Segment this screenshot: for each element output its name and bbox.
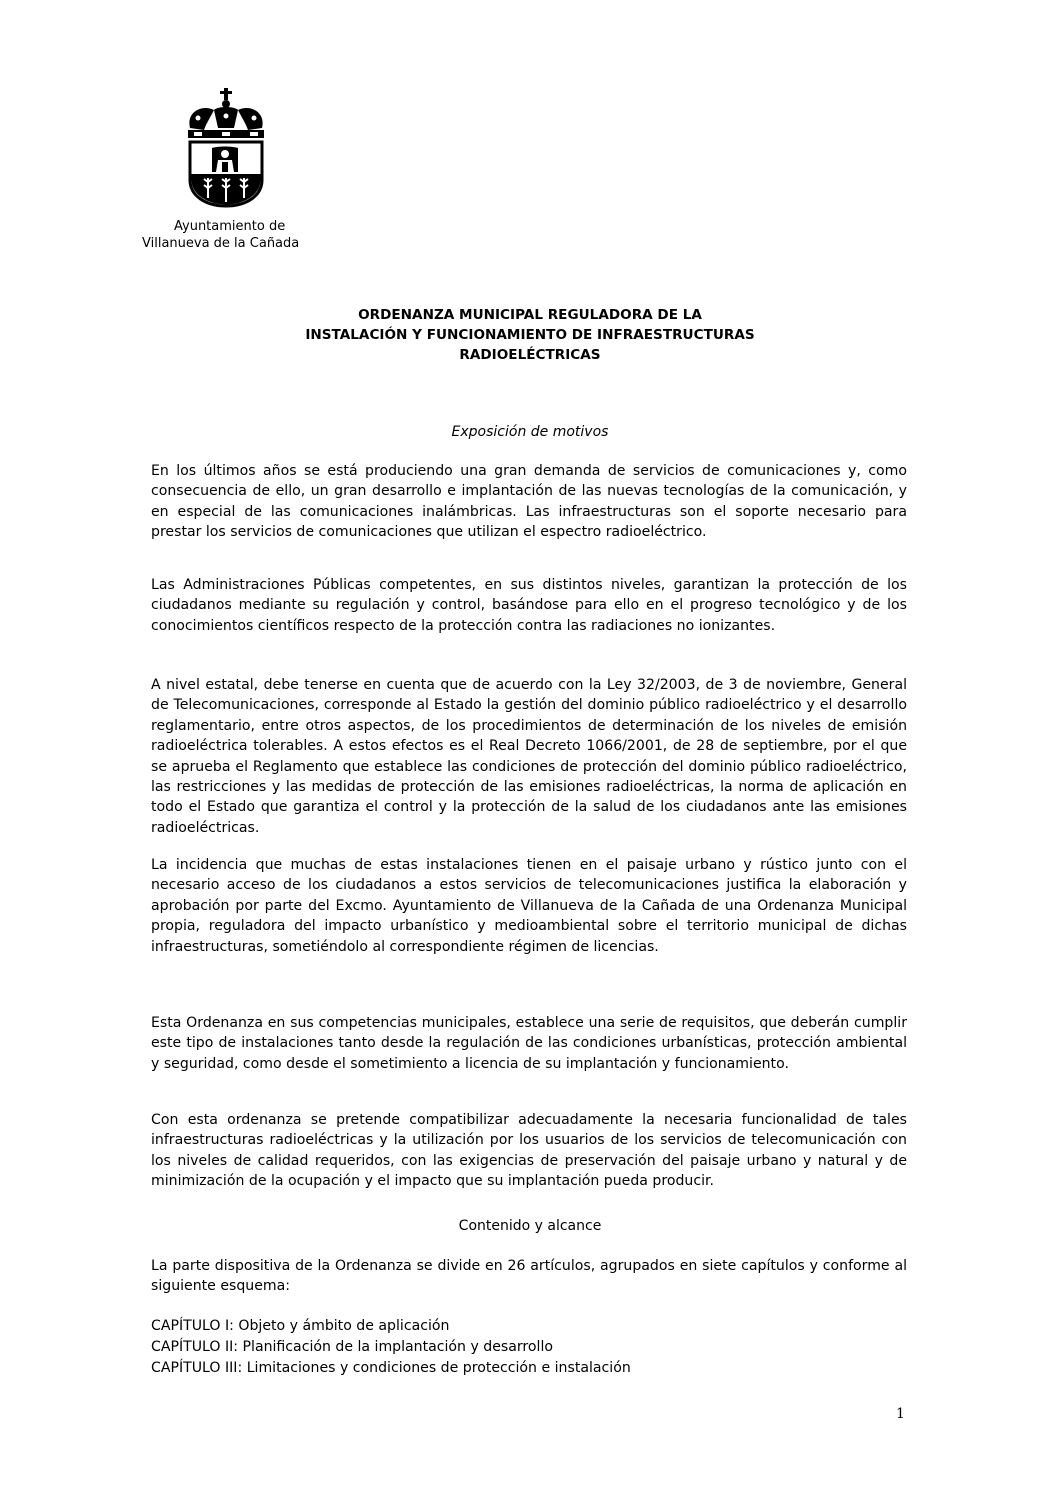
page-number: 1 — [896, 1406, 905, 1422]
paragraph: Con esta ordenanza se pretende compatibilizar adecuadamente la necesaria funcionalidad de tales infraestructuras radioeléctricas y la utilización por los usuarios de los servicios de telecomunicación con los niveles de calidad requeridos, con las exigencias de preservación del paisaje urbano y natural y de minimización de la ocupación y el impacto que su implantación pueda producir. — [151, 1112, 907, 1190]
title-line-2: INSTALACIÓN Y FUNCIONAMIENTO DE INFRAESTRUCTURAS — [305, 327, 755, 343]
chapter-item — [151, 1358, 631, 1379]
paragraph: La incidencia que muchas de estas instalaciones tienen en el paisaje urbano y rústico junto con el necesario acceso de los ciudadanos a estos servicios de telecomunicaciones justifica la elaboración y aprobación por parte del Excmo. Ayuntamiento de Villanueva de la Cañada de una Ordenanza Municipal propia, reguladora del impacto urbanístico y medioambiental sobre el territorio municipal de dichas infraestructuras, sometiéndolo al correspondiente régimen de licencias. — [151, 857, 907, 955]
chapter-list — [151, 1316, 631, 1379]
caption-line-1: Ayuntamiento de — [174, 219, 286, 234]
paragraph: Esta Ordenanza en sus competencias municipales, establece una serie de requisitos, que deberán cumplir este tipo de instalaciones tanto desde la regulación de las condiciones urbanísticas, protección ambiental y seguridad, como desde el sometimiento a licencia de su implantación y funcionamiento. — [151, 1015, 907, 1072]
section-heading-exposicion: Exposición de motivos — [451, 424, 609, 440]
coat-of-arms-icon — [184, 88, 268, 208]
chapter-item — [151, 1316, 631, 1337]
paragraph: La parte dispositiva de la Ordenanza se divide en 26 artículos, agrupados en siete capítulos y conforme al siguiente esquema: — [151, 1258, 907, 1295]
caption-line-2: Villanueva de la Cañada — [142, 236, 300, 251]
paragraph: A nivel estatal, debe tenerse en cuenta que de acuerdo con la Ley 32/2003, de 3 de noviembre, General de Telecomunicaciones, corresponde al Estado la gestión del dominio público radioeléctrico y el desarrollo reglamentario, entre otros aspectos, de los procedimientos de determinación de los niveles de emisión radioeléctrica tolerables. A estos efectos es el Real Decreto 1066/2001, de 28 de septiembre, por el que se aprueba el Reglamento que establece las condiciones de protección del dominio público radioeléctrico, las restricciones y las medidas de protección de las emisiones radioeléctricas, la norma de aplicación en todo el Estado que garantiza el control y la protección de la salud de los ciudadanos ante las emisiones radioeléctricas. — [151, 677, 907, 836]
municipal-logo-block — [142, 88, 312, 252]
chapter-label: CAPÍTULO II: — [151, 1339, 239, 1355]
chapter-text: Objeto y ámbito de aplicación — [238, 1318, 450, 1334]
section-heading-contenido: Contenido y alcance — [458, 1218, 602, 1234]
document-title — [150, 305, 910, 365]
title-line-1: ORDENANZA MUNICIPAL REGULADORA DE LA — [358, 307, 702, 323]
chapter-text: Limitaciones y condiciones de protección e instalación — [246, 1360, 631, 1376]
title-line-3: RADIOELÉCTRICAS — [459, 347, 601, 363]
chapter-label: CAPÍTULO I: — [151, 1318, 234, 1334]
chapter-label: CAPÍTULO III: — [151, 1360, 243, 1376]
logo-caption — [142, 218, 312, 252]
paragraph: En los últimos años se está produciendo una gran demanda de servicios de comunicaciones y, como consecuencia de ello, un gran desarrollo e implantación de las nuevas tecnologías de la comunicación, y en especial de las comunicaciones inalámbricas. Las infraestructuras son el soporte necesario para prestar los servicios de comunicaciones que utilizan el espectro radioeléctrico. — [151, 463, 907, 541]
paragraph: Las Administraciones Públicas competentes, en sus distintos niveles, garantizan la protección de los ciudadanos mediante su regulación y control, basándose para ello en el progreso tecnológico y de los conocimientos científicos respecto de la protección contra las radiaciones no ionizantes. — [151, 577, 907, 634]
chapter-text: Planificación de la implantación y desarrollo — [242, 1339, 553, 1355]
chapter-item — [151, 1337, 631, 1358]
